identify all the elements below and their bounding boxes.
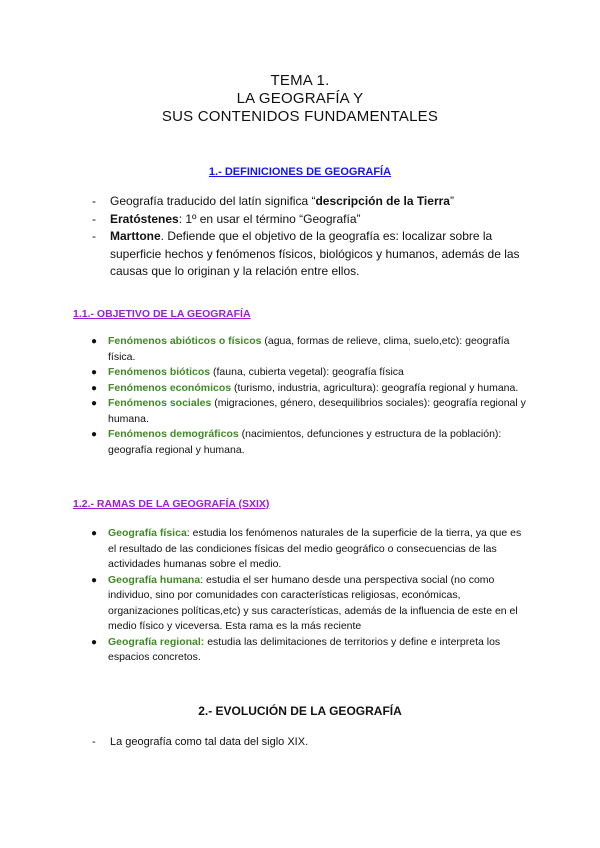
bullet-marker: ● bbox=[91, 398, 98, 409]
list-item bbox=[91, 365, 531, 381]
item-bold: descripción de la Tierra bbox=[315, 194, 450, 208]
section-1-1-list bbox=[91, 334, 531, 458]
dash-marker: - bbox=[92, 229, 96, 243]
list-item bbox=[92, 228, 532, 281]
item-description: : estudia el ser humano desde una perspectiva social (no como individuo, sino por comunidades con características religiosas, económicas, organizaciones políticas,etc) y sus características, además de la influencia de este en el medio físico y viceversa. Esta rama es la más reciente bbox=[108, 573, 518, 632]
section-2-list bbox=[92, 734, 532, 752]
item-description: (agua, formas de relieve, clima, suelo,etc): geografía física. bbox=[108, 335, 510, 363]
doc-title-line-3: SUS CONTENIDOS FUNDAMENTALES bbox=[161, 108, 439, 125]
item-bold: Eratóstenes bbox=[110, 211, 179, 226]
list-item bbox=[91, 573, 531, 635]
item-description: (nacimientos, defunciones y estructura de la población): geografía regional y humana. bbox=[108, 428, 502, 456]
item-description: : estudia los fenómenos naturales de la superficie de la tierra, ya que es el resultado de las condiciones físicas del medio geográfico o consecuencias de las actividades humanas sobre el medio. bbox=[108, 527, 522, 570]
list-item bbox=[91, 381, 531, 397]
item-term: Fenómenos demográficos bbox=[108, 428, 239, 440]
section-1-heading: 1.- DEFINICIONES DE GEOGRAFÍA bbox=[208, 166, 392, 178]
item-description: estudia las delimitaciones de territorios y define e interpreta los espacios concretos. bbox=[108, 635, 501, 663]
item-text: La geografía como tal data del siglo XIX. bbox=[110, 736, 309, 748]
doc-title-line-2: LA GEOGRAFÍA Y bbox=[236, 90, 364, 107]
section-2-heading: 2.- EVOLUCIÓN DE LA GEOGRAFÍA bbox=[198, 704, 402, 718]
item-text-post: : 1º en usar el término “Geografía” bbox=[178, 211, 361, 226]
list-item bbox=[91, 526, 531, 573]
item-text-post: ” bbox=[449, 194, 454, 208]
item-term: Fenómenos económicos bbox=[108, 381, 232, 394]
list-item bbox=[91, 396, 531, 427]
item-description: (turismo, industria, agricultura): geografía regional y humana. bbox=[231, 381, 519, 394]
bullet-marker: ● bbox=[91, 367, 98, 378]
list-item bbox=[91, 334, 531, 365]
bullet-marker: ● bbox=[91, 336, 98, 347]
item-description: (fauna, cubierta vegetal): geografía física bbox=[210, 366, 404, 378]
section-1-2-heading: 1.2.- RAMAS DE LA GEOGRAFÍA (SXIX) bbox=[73, 498, 270, 510]
list-item bbox=[92, 211, 532, 229]
item-text: Geografía traducido del latín significa “ bbox=[110, 194, 316, 208]
list-item bbox=[91, 427, 531, 458]
item-term: Fenómenos abióticos o físicos bbox=[108, 335, 262, 347]
dash-marker: - bbox=[92, 194, 96, 208]
item-term: Geografía regional: bbox=[108, 635, 205, 648]
doc-title-line-1: TEMA 1. bbox=[270, 72, 330, 89]
item-bold: Marttone bbox=[110, 229, 161, 243]
item-description: (migraciones, género, desequilibrios sociales): geografía regional y humana. bbox=[108, 397, 526, 425]
dash-marker: - bbox=[92, 736, 96, 748]
section-1-2-list bbox=[91, 526, 531, 666]
item-term: Geografía humana bbox=[108, 573, 201, 586]
section-1-1-heading: 1.1.- OBJETIVO DE LA GEOGRAFÍA bbox=[73, 308, 251, 320]
item-term: Fenómenos sociales bbox=[108, 397, 212, 409]
bullet-marker: ● bbox=[91, 382, 98, 394]
list-item bbox=[92, 193, 532, 211]
bullet-marker: ● bbox=[91, 636, 98, 648]
item-term: Fenómenos bióticos bbox=[108, 366, 211, 378]
list-item bbox=[92, 734, 532, 752]
list-item bbox=[91, 635, 531, 666]
dash-marker: - bbox=[92, 211, 96, 226]
bullet-marker: ● bbox=[91, 528, 98, 539]
item-term: Geografía física bbox=[108, 527, 187, 539]
item-text-post: . Defiende que el objetivo de la geografía es: localizar sobre la superficie hechos y fenómenos físicos, biológicos y humanos, además de las causas que lo originan y la relación entre ellos. bbox=[110, 229, 520, 278]
section-1-list bbox=[92, 193, 532, 281]
bullet-marker: ● bbox=[91, 574, 98, 586]
bullet-marker: ● bbox=[91, 429, 98, 440]
